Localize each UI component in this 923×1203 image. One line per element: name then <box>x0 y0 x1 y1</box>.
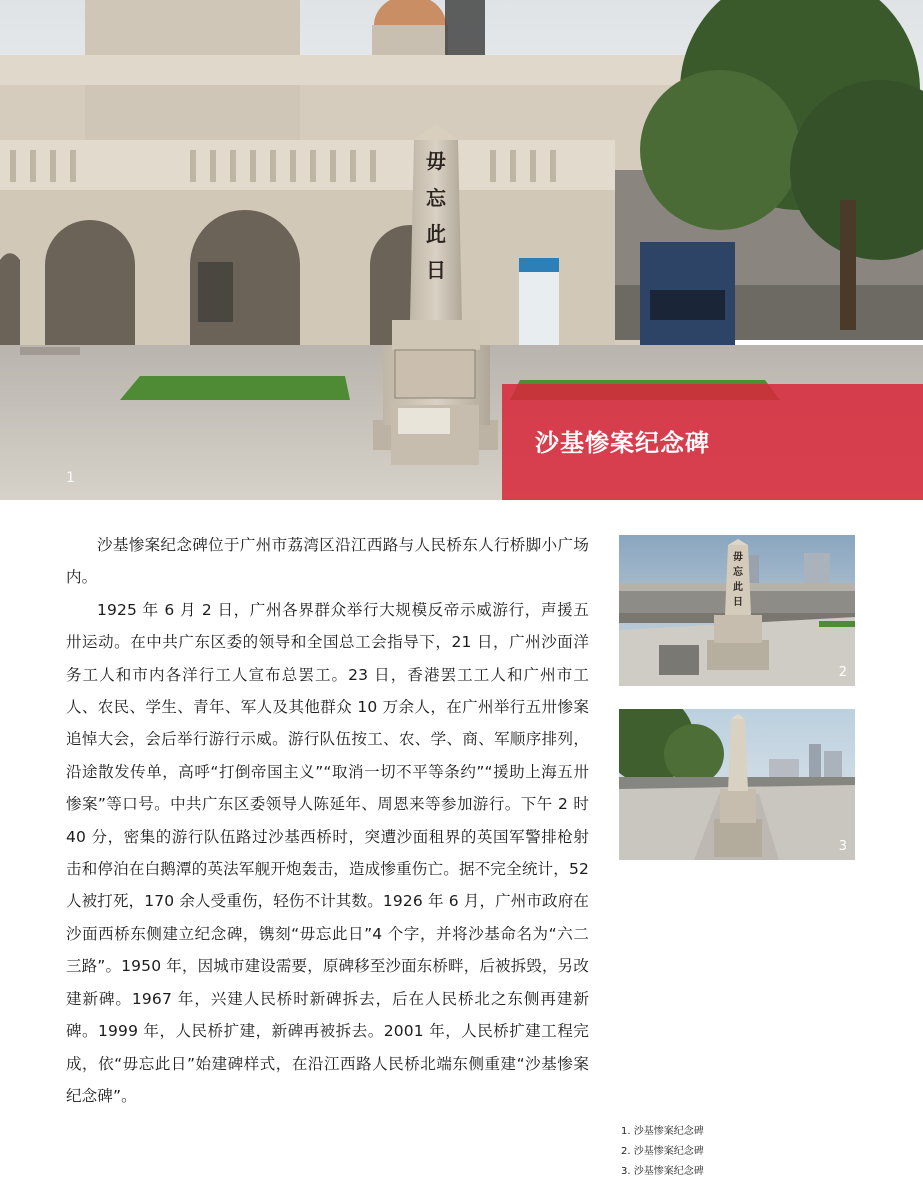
svg-text:此: 此 <box>426 222 446 246</box>
svg-text:日: 日 <box>426 258 446 282</box>
article-body <box>66 529 589 1112</box>
paragraph-intro: 沙基惨案纪念碑位于广州市荔湾区沿江西路与人民桥东人行桥脚小广场内。 <box>66 536 589 587</box>
side-photo-3 <box>619 709 855 860</box>
page-title: 沙基惨案纪念碑 <box>535 429 710 457</box>
side-photo-2 <box>619 535 855 686</box>
side-photo-2-illustration <box>619 535 855 686</box>
svg-text:忘: 忘 <box>733 567 743 578</box>
photo-captions <box>621 1122 704 1182</box>
svg-text:毋: 毋 <box>733 552 743 563</box>
caption-1: 1. 沙基惨案纪念碑 <box>621 1126 704 1137</box>
svg-text:毋: 毋 <box>426 149 446 173</box>
svg-text:日: 日 <box>733 597 743 608</box>
svg-text:此: 此 <box>733 582 743 593</box>
photo-number-2: 2 <box>838 665 847 680</box>
caption-2: 2. 沙基惨案纪念碑 <box>621 1146 704 1157</box>
caption-3: 3. 沙基惨案纪念碑 <box>621 1166 704 1177</box>
svg-text:忘: 忘 <box>426 186 446 210</box>
paragraph-history: 1925 年 6 月 2 日，广州各界群众举行大规模反帝示威游行，声援五卅运动。在中共广东区委的领导和全国总工会指导下，21 日，广州沙面洋务工人和市内各洋行工人宣布总罢工。23 日，香港罢工工人和广州市工人、农民、学生、青年、军人及其他群众 10 万余人，在广州举行五卅惨案追悼大会，会后举行游行示威。游行队伍按工、农、学、商、军顺序排列，沿途散发传单，高呼“打倒帝国主义”“取消一切不平等条约”“援助上海五卅惨案”等口号。中共广东区委领导人陈延年、周恩来等参加游行。下午 2 时 40 分，密集的游行队伍路过沙基西桥时，突遭沙面租界的英国军警排枪射击和停泊在白鹅潭的英法军舰开炮轰击，造成惨重伤亡。据不完全统计，52 人被打死，170 余人受重伤，轻伤不计其数。1926 年 6 月，广州市政府在沙面西桥东侧建立纪念碑，镌刻“毋忘此日”4 个字，并将沙基命名为“六二三路”。1950 年，因城市建设需要，原碑移至沙面东桥畔，后被拆毁，另改建新碑。1967 年，兴建人民桥时新碑拆去，后在人民桥北之东侧再建新碑。1999 年，人民桥扩建，新碑再被拆去。2001 年，人民桥扩建工程完成，依“毋忘此日”始建碑样式，在沿江西路人民桥北端东侧重建“沙基惨案纪念碑”。 <box>66 600 589 1105</box>
photo-number-1: 1 <box>66 470 75 486</box>
side-photo-3-illustration <box>619 709 855 860</box>
photo-number-3: 3 <box>838 839 847 854</box>
